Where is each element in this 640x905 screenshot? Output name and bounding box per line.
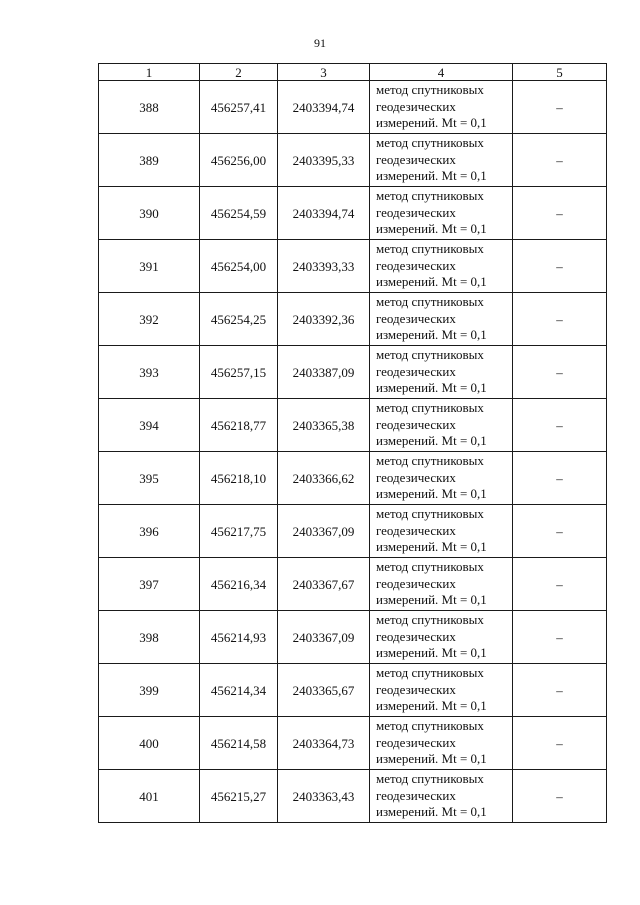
x-coordinate-cell: 456254,25 [200, 293, 278, 346]
method-line: геодезических [376, 575, 456, 591]
point-number-cell: 397 [99, 558, 200, 611]
method-line: метод спутниковых [376, 771, 484, 787]
description-cell: – [513, 611, 607, 664]
method-line: метод спутниковых [376, 453, 484, 469]
method-line: геодезических [376, 469, 456, 485]
description-cell: – [513, 134, 607, 187]
y-coordinate-cell: 2403387,09 [278, 346, 370, 399]
method-line: геодезических [376, 628, 456, 644]
x-coordinate-cell: 456254,59 [200, 187, 278, 240]
y-coordinate-cell: 2403367,09 [278, 611, 370, 664]
x-coordinate-cell: 456217,75 [200, 505, 278, 558]
table-row [99, 293, 607, 346]
point-number-cell: 392 [99, 293, 200, 346]
table-row [99, 187, 607, 240]
method-line: метод спутниковых [376, 82, 484, 98]
y-coordinate-cell: 2403363,43 [278, 770, 370, 823]
point-number-cell: 393 [99, 346, 200, 399]
method-line: метод спутниковых [376, 665, 484, 681]
method-cell [370, 452, 513, 505]
method-line: метод спутниковых [376, 188, 484, 204]
table-header-row [99, 64, 607, 81]
method-line: геодезических [376, 787, 456, 803]
method-cell [370, 664, 513, 717]
method-line: измерений. Mt = 0,1 [376, 433, 487, 449]
y-coordinate-cell: 2403365,38 [278, 399, 370, 452]
table-row [99, 717, 607, 770]
point-number-cell: 399 [99, 664, 200, 717]
x-coordinate-cell: 456257,41 [200, 81, 278, 134]
table-row [99, 346, 607, 399]
table-row [99, 558, 607, 611]
method-line: геодезических [376, 204, 456, 220]
description-cell: – [513, 399, 607, 452]
point-number-cell: 395 [99, 452, 200, 505]
method-cell [370, 240, 513, 293]
point-number-cell: 391 [99, 240, 200, 293]
x-coordinate-cell: 456214,34 [200, 664, 278, 717]
description-cell: – [513, 346, 607, 399]
column-header: 5 [513, 64, 607, 81]
x-coordinate-cell: 456256,00 [200, 134, 278, 187]
y-coordinate-cell: 2403393,33 [278, 240, 370, 293]
method-line: метод спутниковых [376, 400, 484, 416]
description-cell: – [513, 293, 607, 346]
y-coordinate-cell: 2403392,36 [278, 293, 370, 346]
x-coordinate-cell: 456216,34 [200, 558, 278, 611]
method-line: геодезических [376, 522, 456, 538]
method-line: метод спутниковых [376, 241, 484, 257]
point-number-cell: 388 [99, 81, 200, 134]
y-coordinate-cell: 2403364,73 [278, 717, 370, 770]
x-coordinate-cell: 456214,93 [200, 611, 278, 664]
y-coordinate-cell: 2403367,67 [278, 558, 370, 611]
method-line: измерений. Mt = 0,1 [376, 115, 487, 131]
method-line: измерений. Mt = 0,1 [376, 274, 487, 290]
description-cell: – [513, 187, 607, 240]
method-line: измерений. Mt = 0,1 [376, 221, 487, 237]
table-row [99, 770, 607, 823]
coordinates-table [98, 63, 607, 823]
method-line: измерений. Mt = 0,1 [376, 592, 487, 608]
y-coordinate-cell: 2403365,67 [278, 664, 370, 717]
method-line: метод спутниковых [376, 612, 484, 628]
y-coordinate-cell: 2403394,74 [278, 187, 370, 240]
method-line: измерений. Mt = 0,1 [376, 645, 487, 661]
method-line: метод спутниковых [376, 294, 484, 310]
x-coordinate-cell: 456218,77 [200, 399, 278, 452]
table-row [99, 664, 607, 717]
method-line: измерений. Mt = 0,1 [376, 168, 487, 184]
x-coordinate-cell: 456215,27 [200, 770, 278, 823]
method-line: измерений. Mt = 0,1 [376, 804, 487, 820]
point-number-cell: 398 [99, 611, 200, 664]
method-cell [370, 611, 513, 664]
method-cell [370, 717, 513, 770]
method-cell [370, 187, 513, 240]
method-line: измерений. Mt = 0,1 [376, 698, 487, 714]
method-line: метод спутниковых [376, 506, 484, 522]
page-number: 91 [314, 36, 326, 50]
column-header: 2 [200, 64, 278, 81]
point-number-cell: 401 [99, 770, 200, 823]
description-cell: – [513, 81, 607, 134]
method-line: измерений. Mt = 0,1 [376, 327, 487, 343]
description-cell: – [513, 452, 607, 505]
method-cell [370, 293, 513, 346]
method-cell [370, 346, 513, 399]
y-coordinate-cell: 2403395,33 [278, 134, 370, 187]
x-coordinate-cell: 456254,00 [200, 240, 278, 293]
method-line: геодезических [376, 416, 456, 432]
y-coordinate-cell: 2403367,09 [278, 505, 370, 558]
table-body [99, 81, 607, 823]
method-line: геодезических [376, 734, 456, 750]
method-line: геодезических [376, 257, 456, 273]
method-cell [370, 81, 513, 134]
method-line: геодезических [376, 363, 456, 379]
method-line: измерений. Mt = 0,1 [376, 486, 487, 502]
method-cell [370, 505, 513, 558]
description-cell: – [513, 770, 607, 823]
point-number-cell: 400 [99, 717, 200, 770]
y-coordinate-cell: 2403394,74 [278, 81, 370, 134]
table-row [99, 452, 607, 505]
description-cell: – [513, 717, 607, 770]
description-cell: – [513, 240, 607, 293]
table-row [99, 505, 607, 558]
method-line: геодезических [376, 681, 456, 697]
table-row [99, 134, 607, 187]
table-row [99, 81, 607, 134]
method-line: метод спутниковых [376, 718, 484, 734]
point-number-cell: 389 [99, 134, 200, 187]
method-cell [370, 134, 513, 187]
method-line: измерений. Mt = 0,1 [376, 380, 487, 396]
table-row [99, 399, 607, 452]
x-coordinate-cell: 456218,10 [200, 452, 278, 505]
x-coordinate-cell: 456214,58 [200, 717, 278, 770]
method-line: геодезических [376, 310, 456, 326]
method-cell [370, 558, 513, 611]
method-line: измерений. Mt = 0,1 [376, 751, 487, 767]
method-line: измерений. Mt = 0,1 [376, 539, 487, 555]
description-cell: – [513, 558, 607, 611]
point-number-cell: 394 [99, 399, 200, 452]
method-line: метод спутниковых [376, 347, 484, 363]
method-line: метод спутниковых [376, 135, 484, 151]
method-line: геодезических [376, 98, 456, 114]
column-header: 3 [278, 64, 370, 81]
column-header: 1 [99, 64, 200, 81]
method-line: метод спутниковых [376, 559, 484, 575]
method-cell [370, 770, 513, 823]
x-coordinate-cell: 456257,15 [200, 346, 278, 399]
description-cell: – [513, 505, 607, 558]
table-row [99, 611, 607, 664]
point-number-cell: 396 [99, 505, 200, 558]
table-row [99, 240, 607, 293]
method-cell [370, 399, 513, 452]
description-cell: – [513, 664, 607, 717]
point-number-cell: 390 [99, 187, 200, 240]
method-line: геодезических [376, 151, 456, 167]
column-header: 4 [370, 64, 513, 81]
y-coordinate-cell: 2403366,62 [278, 452, 370, 505]
